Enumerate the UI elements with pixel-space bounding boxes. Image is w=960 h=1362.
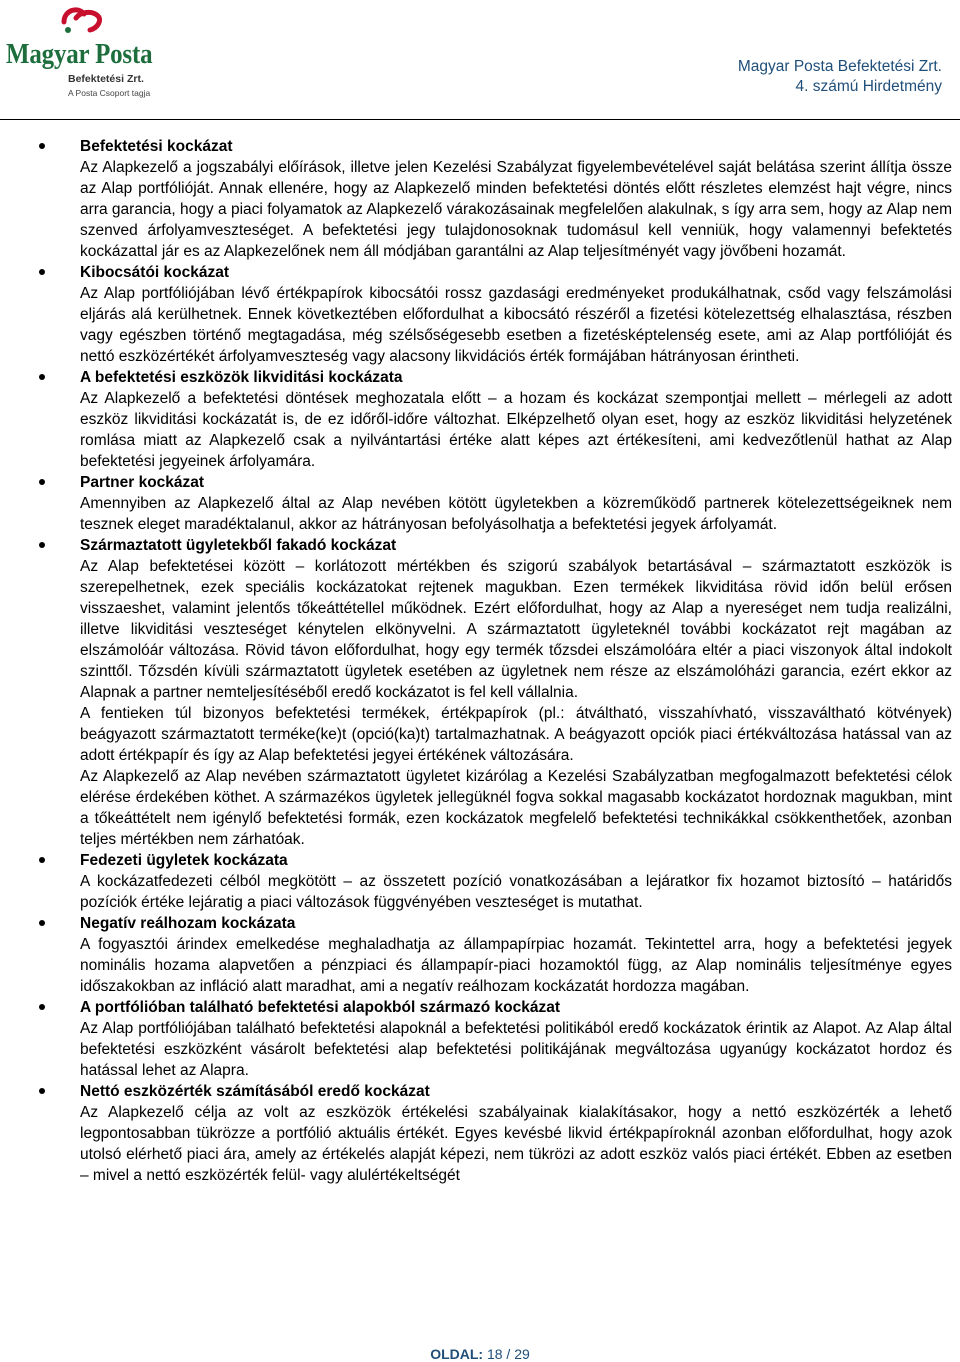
logo-brand-text: Magyar Posta <box>6 38 153 70</box>
risk-item <box>0 535 960 850</box>
risk-paragraph: A fogyasztói árindex emelkedése meghaladhatja az állampapírpiac hozamát. Tekintettel arra, hogy a befektetési jegyek nominális hozama alapvetően a pénzpiaci és állampapír-piaci hozamoktól függ, az Alap nominális teljesítménye egyes időszakokban az infláció alatt maradhat, ami a negatív reálhozam kockázatát hordozza magában. <box>80 936 952 995</box>
risk-item <box>0 913 960 997</box>
header-divider <box>0 119 960 120</box>
risk-item <box>0 997 960 1081</box>
magyar-posta-logo <box>6 2 156 102</box>
risk-paragraph: Az Alap portfóliójában található befektetési alapoknál a befektetési politikából eredő kockázatok érintik az Alapot. Az Alap által befektetési eszközként vásárolt befektetési alap befektetési politikájának megváltozása ugyanúgy kockázatot hordoz és hatással lehet az Alapra. <box>80 1020 952 1079</box>
logo-subtitle: Befektetési Zrt. <box>68 73 144 85</box>
risk-item <box>0 262 960 367</box>
risk-paragraph: Az Alapkezelő a jogszabályi előírások, illetve jelen Kezelési Szabályzat figyelembevételével saját belátása szerint állítja össze az Alap portfólióját. Annak ellenére, hogy az Alapkezelő minden befektetési döntés előtt részletes elemzést hajt végre, nincs arra garancia, hogy a piaci folyamatok az Alapkezelő várakozásainak megfelelően alakulnak, s így arra sem, hogy az Alap nem szenved árfolyamveszteséget. A befektetési jegy tulajdonosoknak tudomásul kell venniük, hogy valamennyi befektetés kockázattal jár es az Alapkezelőnek nem áll módjában garantálni az Alap teljesítményét vagy jövőbeni hozamát. <box>80 159 952 260</box>
risk-item <box>0 136 960 262</box>
risk-paragraph: Az Alapkezelő célja az volt az eszközök értékelési szabályainak kialakításakor, hogy a nettó eszközérték a lehető legpontosabban tükrözze a portfólió aktuális értékét. Egyes kevésbé likvid értékpapíroknál azonban előfordulhat, hogy azok utolsó elérhető piaci ára, amely az értékelés alapját képezi, nem tükrözi az adott eszköz valós piaci értékét. Ebben az esetben – mivel a nettó eszközérték felül- vagy alulértékeltségét <box>80 1104 952 1184</box>
risk-paragraph: Az Alapkezelő a befektetési döntések meghozatala előtt – a hozam és kockázat szempontjai mellett – mérlegeli az adott eszköz likviditási kockázatát is, de ez időről-időre változhat. Elképzelhető olyan eset, hogy az eszköz likviditási helyzetének romlása miatt az Alapkezelő csak a nyilvántartási értéke alatt képes azt értékesíteni, ami kedvezőtlenül hathat az Alap befektetési jegyeinek árfolyamára. <box>80 390 952 470</box>
notice-title: 4. számú Hirdetmény <box>795 78 942 95</box>
page-footer <box>0 1346 960 1362</box>
risk-list <box>0 136 960 1186</box>
bullet-icon <box>39 1088 45 1094</box>
risk-item <box>0 367 960 472</box>
bullet-icon <box>39 269 45 275</box>
bullet-icon <box>39 857 45 863</box>
posthorn-icon <box>58 2 104 38</box>
bullet-icon <box>39 1004 45 1010</box>
risk-title: Származtatott ügyletekből fakadó kockázat <box>80 537 397 554</box>
risk-title: Befektetési kockázat <box>80 138 233 155</box>
risk-title: Fedezeti ügyletek kockázata <box>80 852 288 869</box>
risk-item <box>0 1081 960 1186</box>
risk-item <box>0 472 960 535</box>
company-name: Magyar Posta Befektetési Zrt. <box>737 58 942 75</box>
risk-paragraph: Az Alap portfóliójában lévő értékpapírok kibocsátói rossz gazdasági eredményeket produkálhatnak, csőd vagy felszámolási eljárás alá kerülhetnek. Ennek következtében előfordulhat a kibocsátó részéről a fizetési kötelezettség elhalasztása, részben vagy egészben történő megtagadása, még szélsőségesebb esetben a fizetésképtelenség esete, ami az Alap portfólióját és nettó eszközértékét árfolyamveszteség vagy alacsony likvidációs érték formájában hátrányosan érintheti. <box>80 285 952 365</box>
bullet-icon <box>39 479 45 485</box>
logo-tagline: A Posta Csoport tagja <box>68 88 151 98</box>
risk-title: Kibocsátói kockázat <box>80 264 230 281</box>
risk-title: A portfólióban található befektetési alapokból származó kockázat <box>80 999 561 1016</box>
page-header <box>0 0 960 122</box>
risk-item <box>0 850 960 913</box>
bullet-icon <box>39 143 45 149</box>
risk-paragraph: A fentieken túl bizonyos befektetési termékek, értékpapírok (pl.: átváltható, visszahívható, visszaváltható kötvények) beágyazott származtatott terméke(ke)t (opció(ka)t) tartalmazhatnak. A beágyazott opciók piaci értékváltozása hatással van az adott értékpapír és így az Alap befektetési jegyei értékének változására. <box>80 705 952 764</box>
bullet-icon <box>39 542 45 548</box>
page-label: OLDAL: <box>430 1346 484 1362</box>
bullet-icon <box>39 374 45 380</box>
risk-title: Partner kockázat <box>80 474 205 491</box>
risk-title: Nettó eszközérték számításából eredő kockázat <box>80 1083 430 1100</box>
risk-paragraph: Az Alapkezelő az Alap nevében származtatott ügyletet kizárólag a Kezelési Szabályzatban megfogalmazott befektetési célok elérése érdekében köthet. A származékos ügyletek jellegüknél fogva sokkal magasabb kockázatot hordoznak magukban, mint a tőkeáttételt nem igénylő befektetési formák, ezen kockázatok megfelelő befektetési technikákkal csökkenthetőek, azonban teljes mértékben nem zárhatóak. <box>80 768 952 848</box>
page-number: 18 / 29 <box>486 1346 530 1362</box>
risk-title: Negatív reálhozam kockázata <box>80 915 296 932</box>
bullet-icon <box>39 920 45 926</box>
risk-paragraph: Amennyiben az Alapkezelő által az Alap nevében kötött ügyletekben a közreműködő partnerek kötelezettségeiknek nem tesznek eleget maradéktalanul, akkor az hátrányosan befolyásolhatja a befektetési jegyek árfolyamát. <box>80 495 952 533</box>
risk-paragraph: Az Alap befektetései között – korlátozott mértékben és szigorú szabályok betartásával – származtatott eszközök is szerepelhetnek, ezek speciális kockázatokat rejtenek magukban. Ezen termékek likviditása rövid időn belül erősen visszaeshet, valamint jelentős tőkeáttétellel működnek. Ezért előfordulhat, hogy az Alap a nyereséget nem tudja realizálni, illetve likviditási veszteséget kénytelen elkönyvelni. A származtatott ügyleteknél további kockázatot rejt magában az elszámolóár változása. Rövid távon előfordulhat, hogy egy termék tőzsdei elszámolóára eltér a piaci viszonyok által indokolt szinttől. Tőzsdén kívüli származtatott ügyletek esetében az ügyletnek nem része az elszámolóházi garancia, ezért ekkor az Alapnak a partner nemteljesítéséből eredő kockázatot is fel kell vállalnia. <box>80 558 952 701</box>
risk-paragraph: A kockázatfedezeti célból megkötött – az összetett pozíció vonatkozásában a lejáratkor fix hozamot biztosító – határidős pozíciók értéke lejáratig a piaci változások függvényében veszteséget is mutathat. <box>80 873 952 911</box>
risk-title: A befektetési eszközök likviditási kockázata <box>80 369 403 386</box>
header-info <box>738 57 942 97</box>
